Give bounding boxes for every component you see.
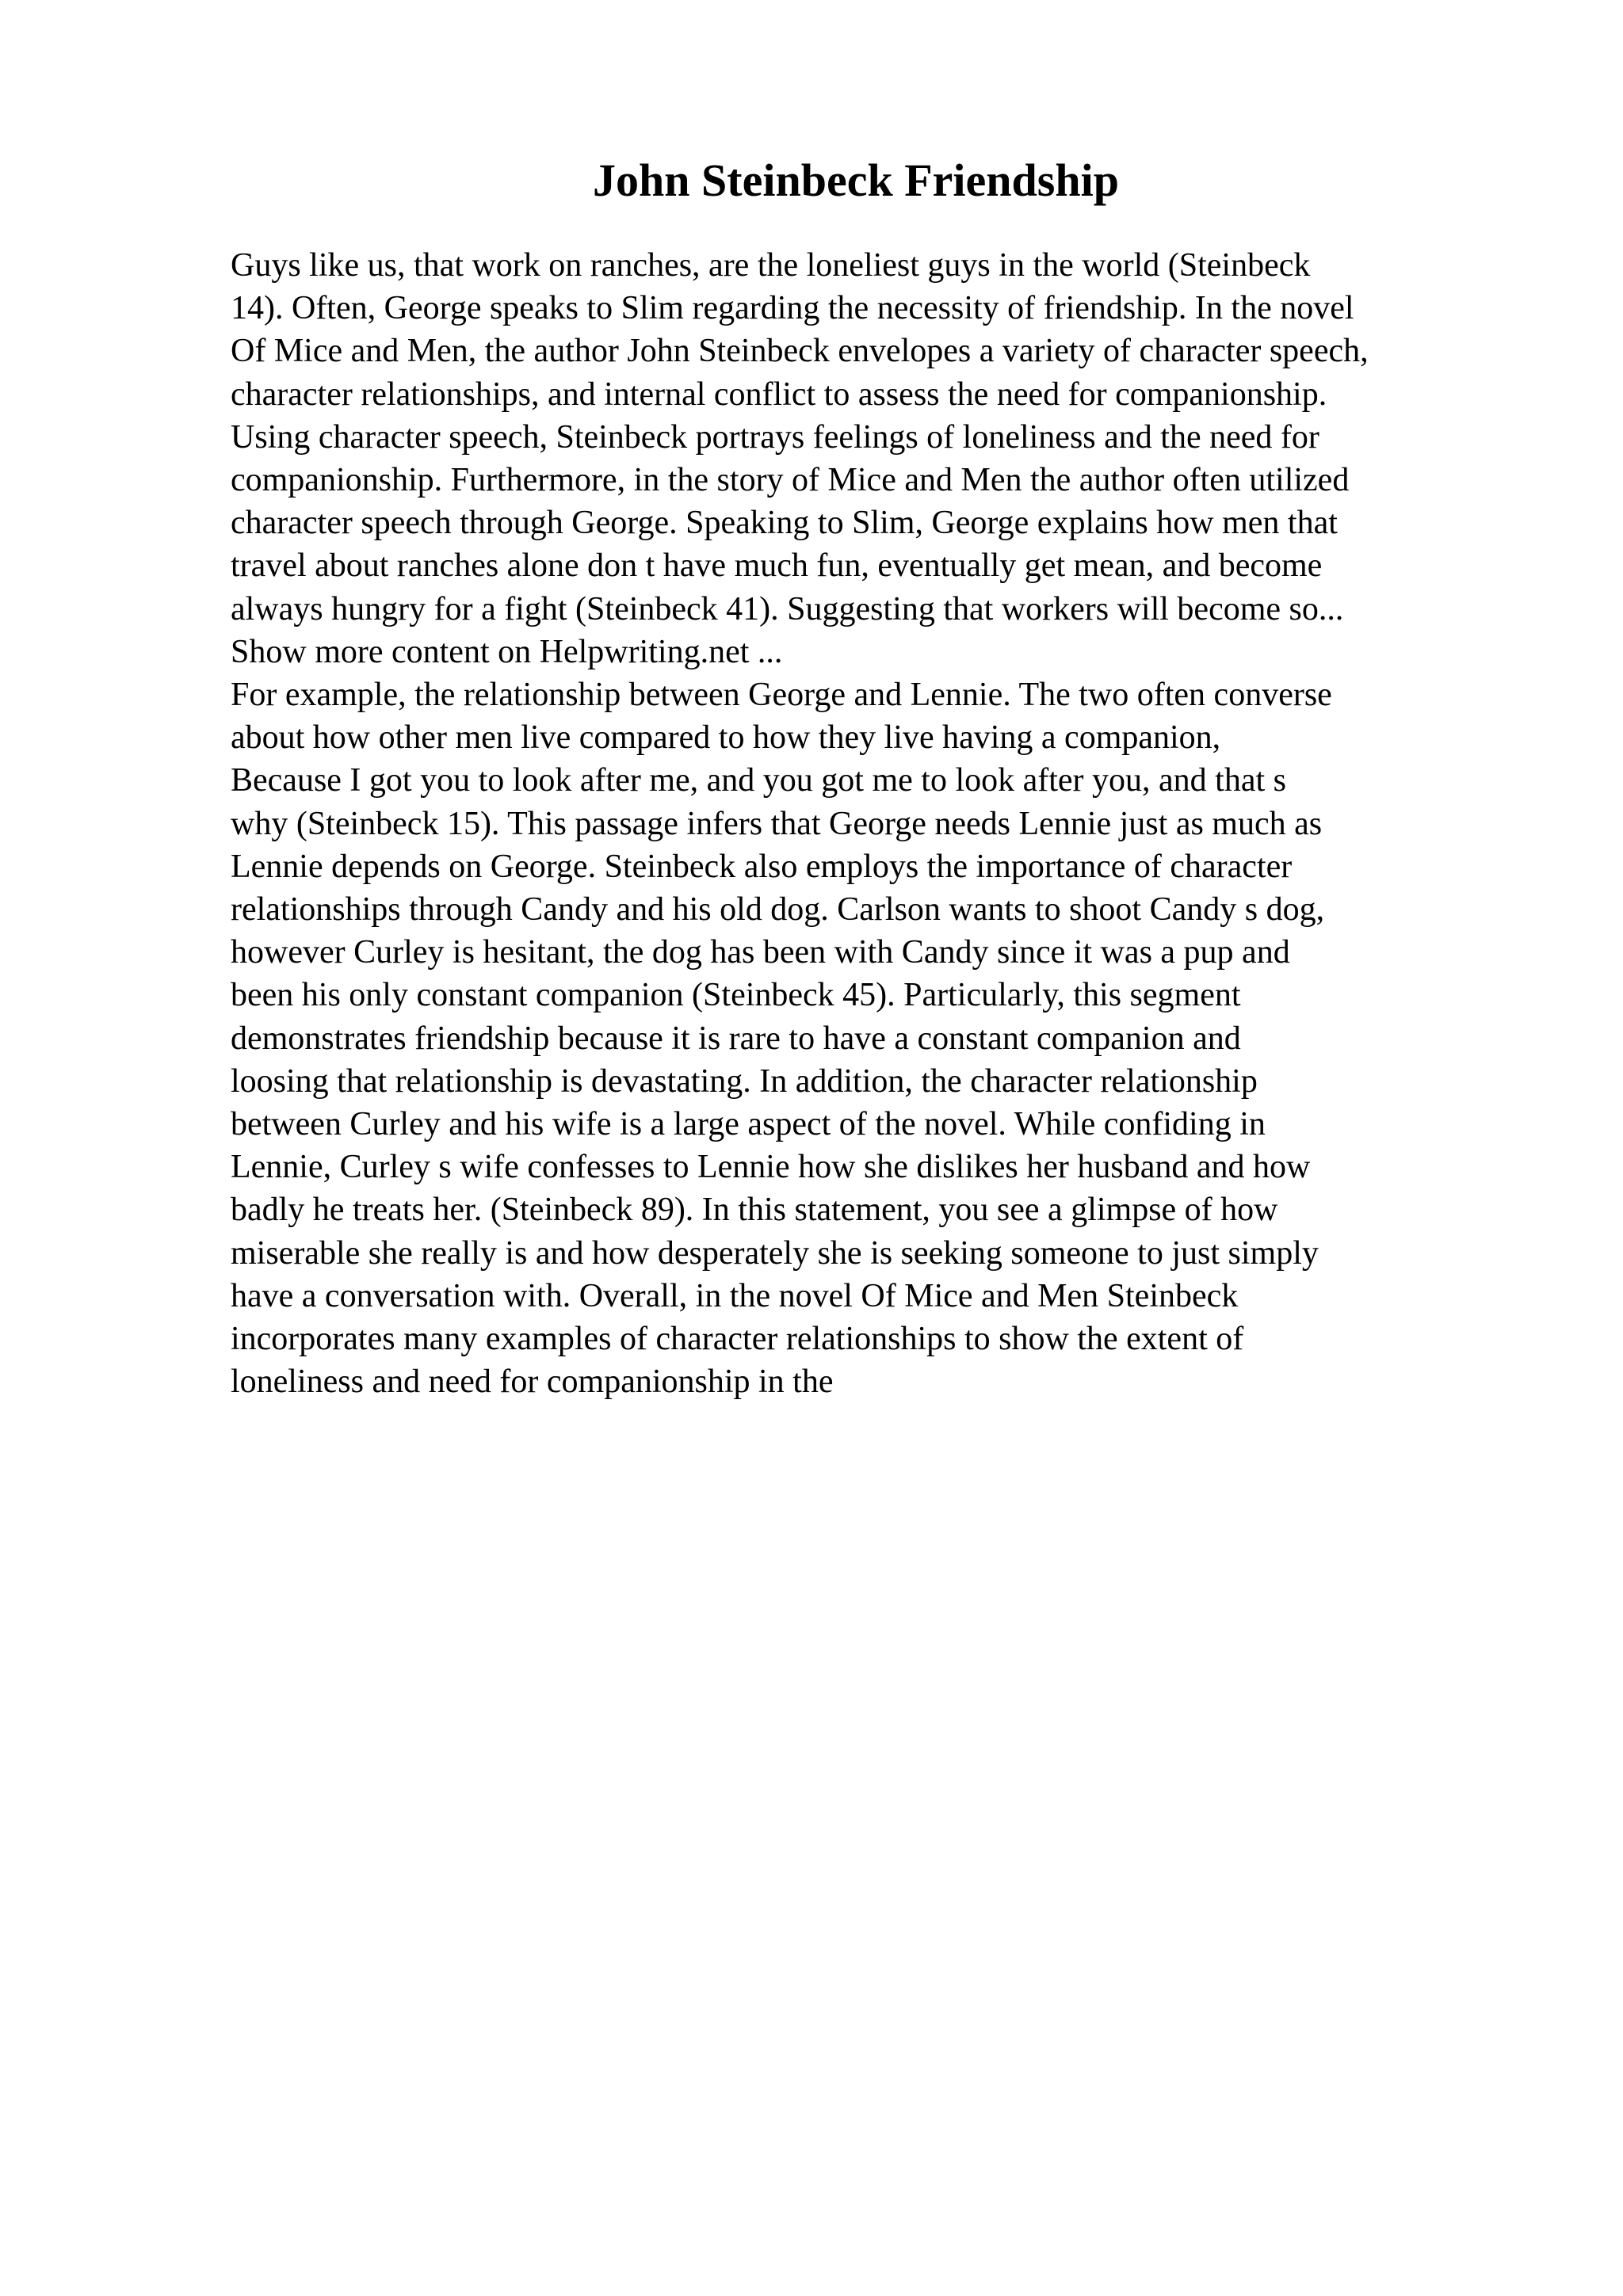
body-text-line: incorporates many examples of character relationships to show the extent of — [231, 1321, 1244, 1358]
body-text-line: between Curley and his wife is a large aspect of the novel. While confiding in — [231, 1106, 1266, 1143]
body-text-line: demonstrates friendship because it is rare to have a constant companion and — [231, 1020, 1241, 1057]
body-text-line: always hungry for a fight (Steinbeck 41). Suggesting that workers will become so... — [231, 590, 1344, 627]
body-text-line: For example, the relationship between George and Lennie. The two often converse — [231, 677, 1332, 714]
body-text-line: however Curley is hesitant, the dog has been with Candy since it was a pup and — [231, 934, 1290, 971]
body-text-line: been his only constant companion (Steinbeck 45). Particularly, this segment — [231, 977, 1241, 1014]
body-text-line: badly he treats her. (Steinbeck 89). In this statement, you see a glimpse of how — [231, 1192, 1278, 1229]
document-body — [231, 244, 1623, 1403]
body-text-line: relationships through Candy and his old dog. Carlson wants to shoot Candy s dog, — [231, 891, 1325, 929]
body-text-line: why (Steinbeck 15). This passage infers that George needs Lennie just as much as — [231, 805, 1323, 842]
body-text-line: Lennie depends on George. Steinbeck also employs the importance of character — [231, 848, 1293, 885]
document-title: John Steinbeck Friendship — [593, 154, 1119, 206]
body-text-line: Because I got you to look after me, and you got me to look after you, and that s — [231, 762, 1287, 799]
body-text-line: Guys like us, that work on ranches, are the loneliest guys in the world (Steinbeck — [231, 247, 1311, 284]
body-text-line: Of Mice and Men, the author John Steinbeck envelopes a variety of character speech, — [231, 333, 1369, 370]
body-text-line: Lennie, Curley s wife confesses to Lennie how she dislikes her husband and how — [231, 1149, 1311, 1186]
body-text-line: have a conversation with. Overall, in the novel Of Mice and Men Steinbeck — [231, 1277, 1239, 1314]
body-text-line: miserable she really is and how desperately she is seeking someone to just simply — [231, 1234, 1319, 1272]
body-text-line: travel about ranches alone don t have much fun, eventually get mean, and become — [231, 547, 1323, 585]
body-text-line: Using character speech, Steinbeck portrays feelings of loneliness and the need for — [231, 418, 1319, 456]
body-text-line: character speech through George. Speaking to Slim, George explains how men that — [231, 505, 1338, 542]
body-text-line: loosing that relationship is devastating. In addition, the character relationship — [231, 1062, 1258, 1100]
body-text-line: loneliness and need for companionship in the — [231, 1363, 834, 1401]
body-text-line: 14). Often, George speaks to Slim regarding the necessity of friendship. In the novel — [231, 290, 1354, 327]
body-text-line: companionship. Furthermore, in the story of Mice and Men the author often utilized — [231, 462, 1350, 499]
body-text-line: about how other men live compared to how they live having a companion, — [231, 719, 1221, 757]
body-text-line: Show more content on Helpwriting.net ... — [231, 633, 783, 670]
body-text-line: character relationships, and internal conflict to assess the need for companionship. — [231, 376, 1327, 413]
